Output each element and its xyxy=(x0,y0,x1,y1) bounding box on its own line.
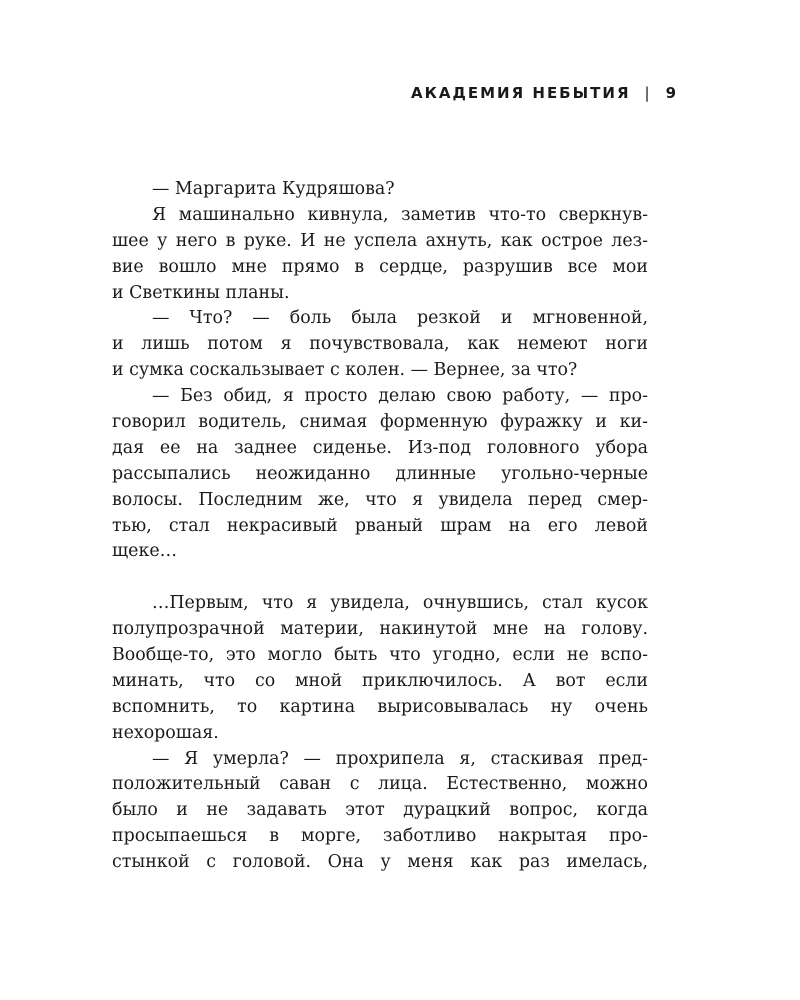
running-head xyxy=(411,84,678,102)
text-line: — Маргарита Кудряшова? xyxy=(152,179,395,199)
text-line: — Что? — боль была резкой и мгновенной, xyxy=(152,308,648,329)
paragraph-5 xyxy=(112,591,648,746)
text-line: щеке… xyxy=(112,541,178,562)
header-separator: | xyxy=(644,84,652,102)
text-line: волосы. Последним же, что я увидела перед смер- xyxy=(112,489,648,510)
text-line: и лишь потом я почувствовала, как немеют ноги xyxy=(112,334,648,355)
paragraph-2 xyxy=(112,203,648,307)
text-line: …Первым, что я увидела, очнувшись, стал кусок xyxy=(152,593,648,614)
text-line: шее у него в руке. И не успела ахнуть, как острое лез- xyxy=(112,230,648,251)
text-line: вспомнить, то картина вырисовывалась ну очень xyxy=(112,696,648,717)
text-line: стынкой с головой. Она у меня как раз имелась, xyxy=(112,852,648,873)
paragraph-3 xyxy=(112,306,648,384)
text-line: и сумка соскальзывает с колен. — Вернее, за что? xyxy=(112,360,578,381)
text-line: минать, что со мной приключилось. А вот если xyxy=(112,670,648,691)
text-line: дая ее на заднее сиденье. Из-под головного убора xyxy=(112,437,648,458)
text-line: — Я умерла? — прохрипела я, стаскивая пред- xyxy=(152,748,648,769)
paragraph-6 xyxy=(112,747,648,876)
page-number: 9 xyxy=(665,84,678,102)
text-line: вие вошло мне прямо в сердце, разрушив все мои xyxy=(112,256,648,277)
body-text xyxy=(112,177,648,876)
section-break xyxy=(112,565,648,591)
text-line: положительный саван с лица. Естественно, можно xyxy=(112,774,648,795)
book-title: АКАДЕМИЯ НЕБЫТИЯ xyxy=(411,84,631,102)
text-line: просыпаешься в морге, заботливо накрытая про- xyxy=(112,826,648,847)
text-line: и Светкины планы. xyxy=(112,282,290,303)
text-line: — Без обид, я просто делаю свою работу, — про- xyxy=(152,386,648,407)
text-line: было и не задавать этот дурацкий вопрос, когда xyxy=(112,800,648,821)
paragraph-1 xyxy=(112,177,648,203)
text-line: Я машинально кивнула, заметив что-то сверкнув- xyxy=(152,204,648,225)
text-line: нехорошая. xyxy=(112,722,219,743)
paragraph-4 xyxy=(112,384,648,565)
text-line: рассыпались неожиданно длинные угольно-черные xyxy=(112,463,648,484)
text-line: тью, стал некрасивый рваный шрам на его левой xyxy=(112,515,648,536)
text-line: говорил водитель, снимая форменную фуражку и ки- xyxy=(112,412,648,433)
text-line: полупрозрачной материи, накинутой мне на голову. xyxy=(112,619,648,640)
text-line: Вообще-то, это могло быть что угодно, если не вспо- xyxy=(112,645,648,666)
